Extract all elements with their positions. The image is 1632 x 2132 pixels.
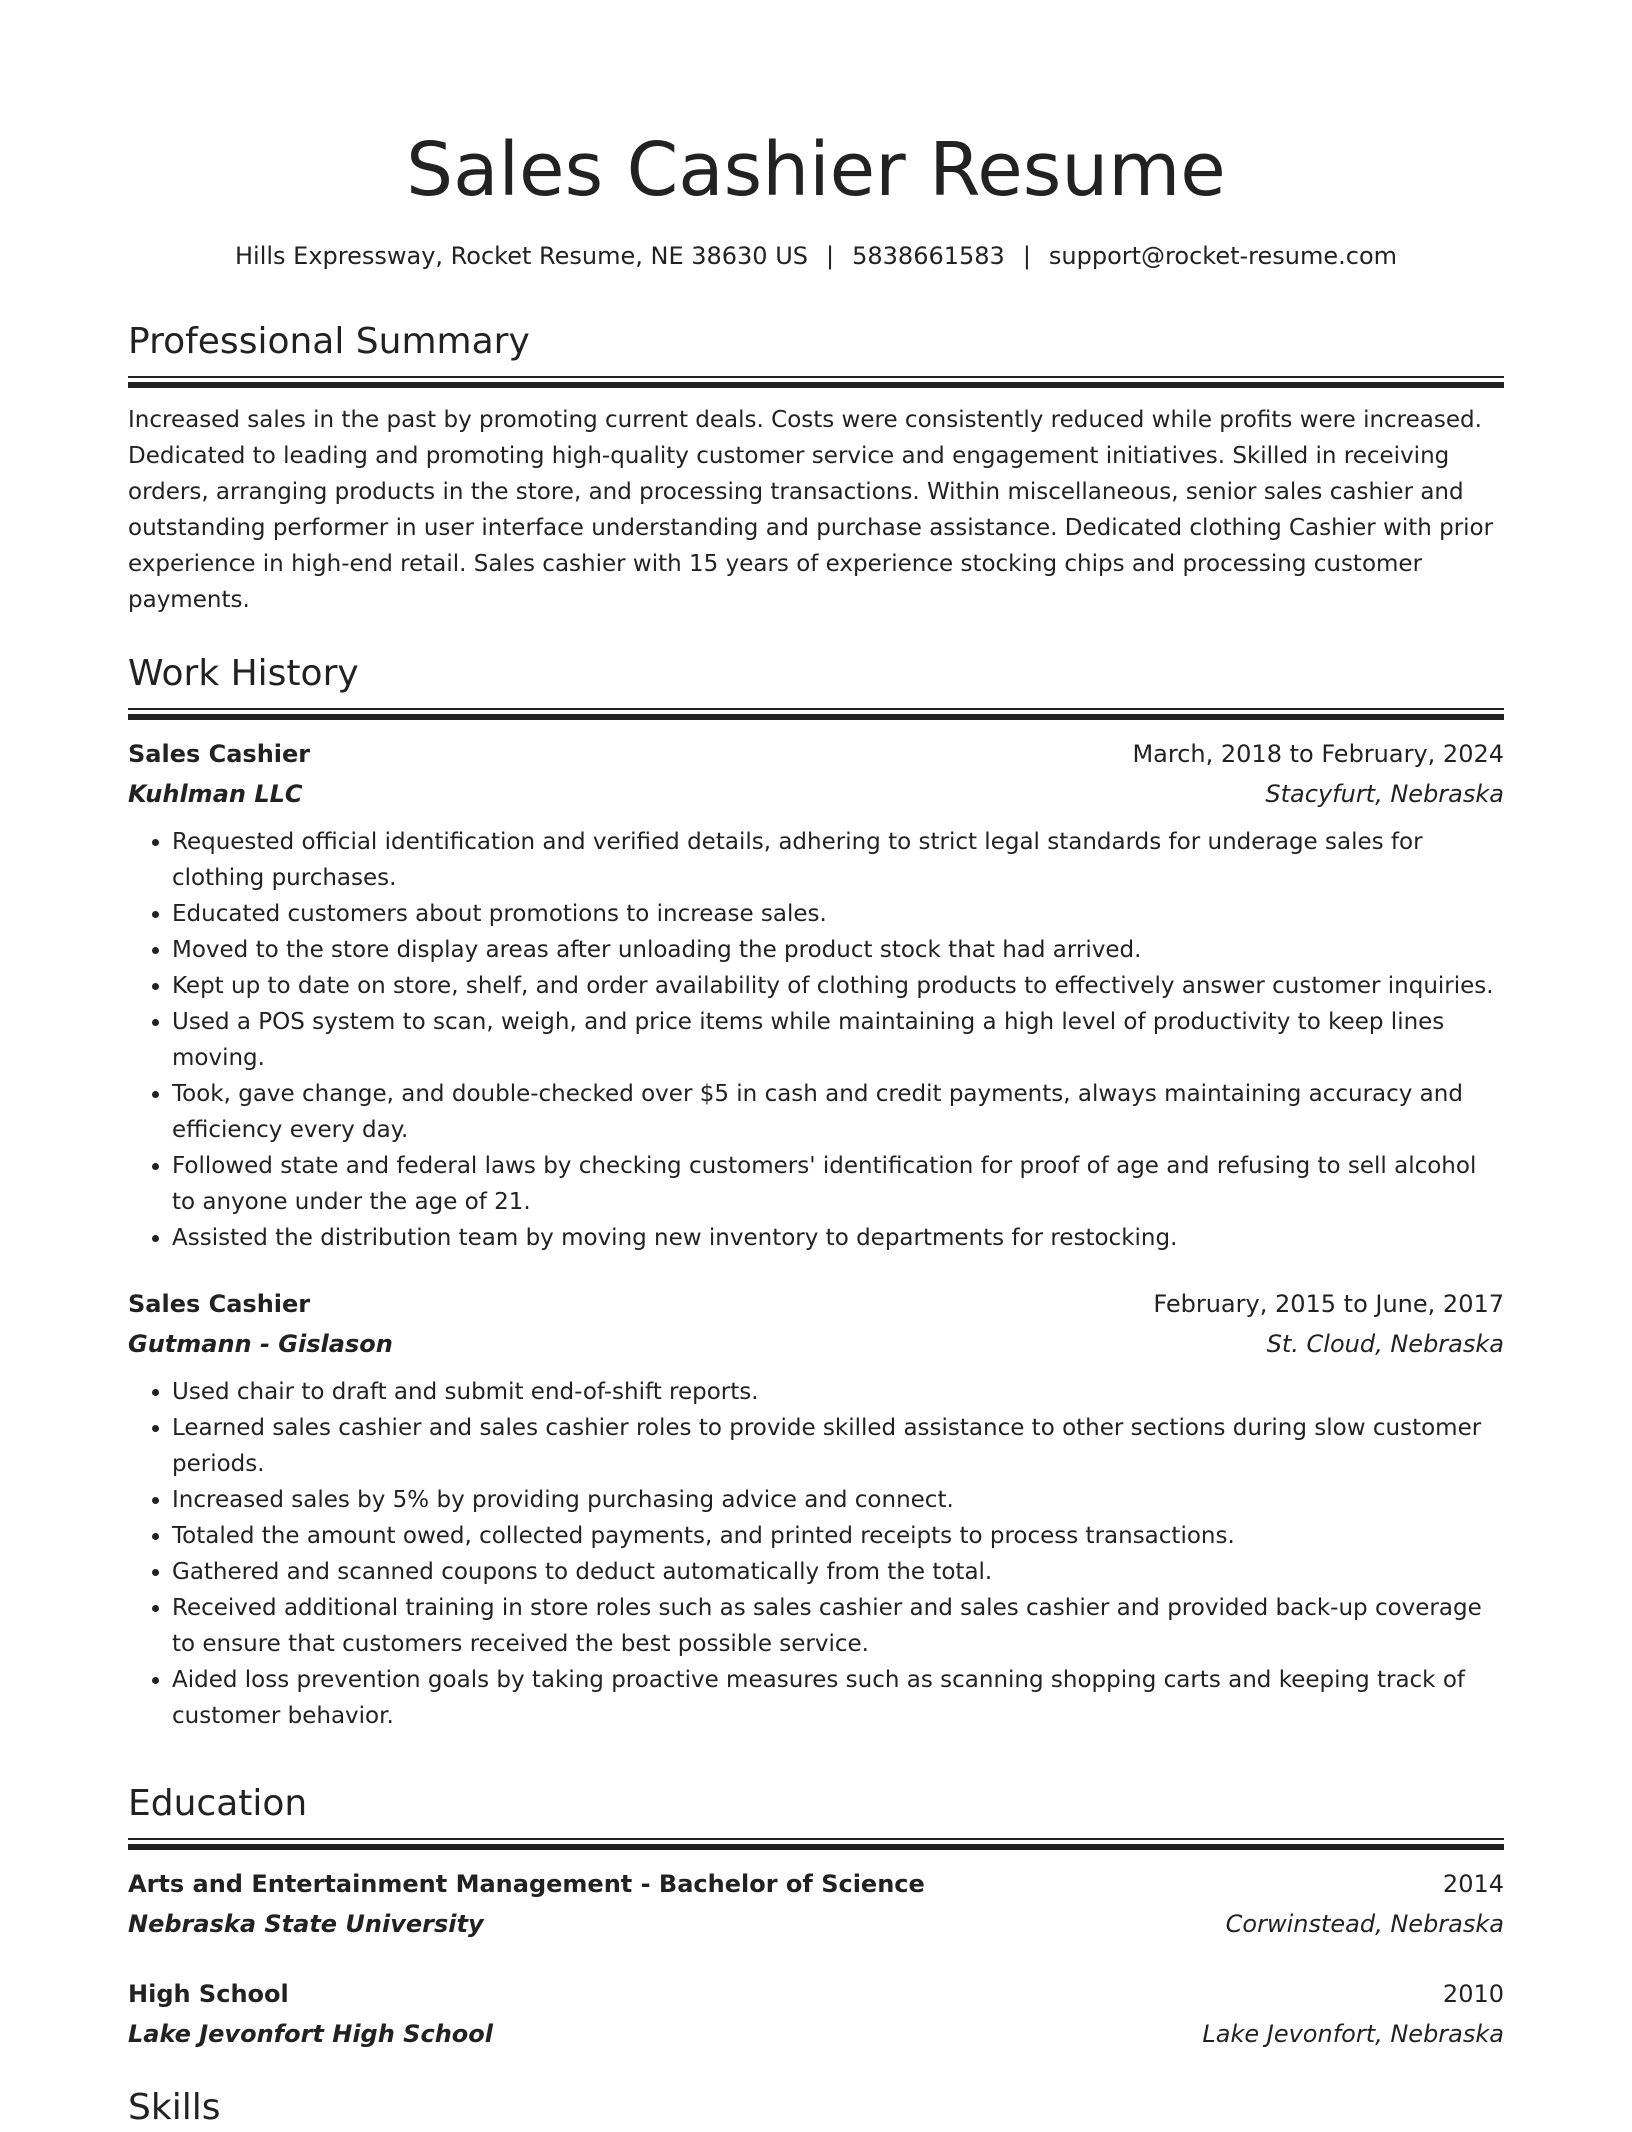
education-school-row [128,1904,1504,1944]
contact-email[interactable]: support@rocket-resume.com [1048,242,1397,270]
skills-section [128,2084,1504,2132]
list-item: • Learned sales cashier and sales cashier roles to provide skilled assistance to other sections during slow customer periods. [172,1410,1504,1482]
education-year: 2010 [1442,1980,1504,2008]
section-divider-thick [128,382,1504,388]
contact-address: Hills Expressway, Rocket Resume, NE 38630 US [234,242,809,270]
education-degree: High School [128,1980,289,2008]
job-header-row [128,1284,1504,1324]
job-entry-2 [128,1284,1504,1734]
resume-title: Sales Cashier Resume [406,127,1226,213]
education-school: Lake Jevonfort High School [128,2020,493,2048]
education-school: Nebraska State University [128,1910,484,1938]
list-item: • Kept up to date on store, shelf, and order availability of clothing products to effectively answer customer inquiries. [172,968,1504,1004]
list-item: • Aided loss prevention goals by taking proactive measures such as scanning shopping carts and keeping track of customer behavior. [172,1662,1504,1734]
job-header-row [128,734,1504,774]
education-location: Lake Jevonfort, Nebraska [1202,2020,1504,2048]
contact-line [128,238,1504,274]
job-bullets [128,1374,1504,1734]
list-item: • Educated customers about promotions to increase sales. [172,896,1504,932]
education-header-row [128,1864,1504,1904]
section-title-education: Education [128,1783,308,1824]
section-title-skills: Skills [128,2087,221,2128]
list-item: • Followed state and federal laws by checking customers' identification for proof of age and refusing to sell alcohol to anyone under the age of 21. [172,1148,1504,1220]
contact-phone: 5838661583 [852,242,1005,270]
list-item: • Used a POS system to scan, weigh, and price items while maintaining a high level of productivity to keep lines moving. [172,1004,1504,1076]
section-divider-thick [128,1844,1504,1850]
job-title: Sales Cashier [128,1290,311,1318]
section-divider [128,376,1504,378]
contact-separator: | [1022,242,1031,270]
job-bullets [128,824,1504,1256]
education-year: 2014 [1442,1870,1504,1898]
job-entry-1 [128,734,1504,1256]
contact-separator: | [826,242,835,270]
list-item: • Used chair to draft and submit end-of-shift reports. [172,1374,1504,1410]
summary-section [128,318,1504,618]
list-item: • Took, gave change, and double-checked over $5 in cash and credit payments, always maintaining accuracy and efficiency every day. [172,1076,1504,1148]
section-title-work-history: Work History [128,653,359,694]
section-title-summary: Professional Summary [128,321,530,362]
job-company: Gutmann - Gislason [128,1330,393,1358]
job-location: Stacyfurt, Nebraska [1265,780,1504,808]
education-location: Corwinstead, Nebraska [1225,1910,1504,1938]
education-section [128,1780,1504,2054]
education-header-row [128,1974,1504,2014]
list-item: • Increased sales by 5% by providing purchasing advice and connect. [172,1482,1504,1518]
job-company: Kuhlman LLC [128,780,303,808]
list-item: • Assisted the distribution team by moving new inventory to departments for restocking. [172,1220,1504,1256]
list-item: • Moved to the store display areas after unloading the product stock that had arrived. [172,932,1504,968]
job-org-row [128,774,1504,814]
education-degree: Arts and Entertainment Management - Bachelor of Science [128,1870,925,1898]
list-item: • Received additional training in store roles such as sales cashier and sales cashier and provided back-up coverage to ensure that customers received the best possible service. [172,1590,1504,1662]
education-entry-1 [128,1864,1504,1944]
list-item: • Totaled the amount owed, collected payments, and printed receipts to process transactions. [172,1518,1504,1554]
list-item: • Gathered and scanned coupons to deduct automatically from the total. [172,1554,1504,1590]
education-school-row [128,2014,1504,2054]
education-entry-2 [128,1974,1504,2054]
job-dates: March, 2018 to February, 2024 [1132,740,1504,768]
job-title: Sales Cashier [128,740,311,768]
job-org-row [128,1324,1504,1364]
summary-text: Increased sales in the past by promoting current deals. Costs were consistently reduced while profits were increased. Dedicated to leading and promoting high-quality customer service and engagement initiatives. Skilled in receiving orders, arranging products in the store, and processing transactions. Within miscellaneous, senior sales cashier and outstanding performer in user interface understanding and purchase assistance. Dedicated clothing Cashier with prior experience in high-end retail. Sales cashier with 15 years of experience stocking chips and processing customer payments. [128,407,1494,613]
work-history-section [128,650,1504,1734]
job-location: St. Cloud, Nebraska [1266,1330,1504,1358]
section-divider [128,1838,1504,1840]
section-divider-thick [128,714,1504,720]
list-item: • Requested official identification and verified details, adhering to strict legal standards for underage sales for clothing purchases. [172,824,1504,896]
job-dates: February, 2015 to June, 2017 [1153,1290,1504,1318]
section-divider [128,708,1504,710]
